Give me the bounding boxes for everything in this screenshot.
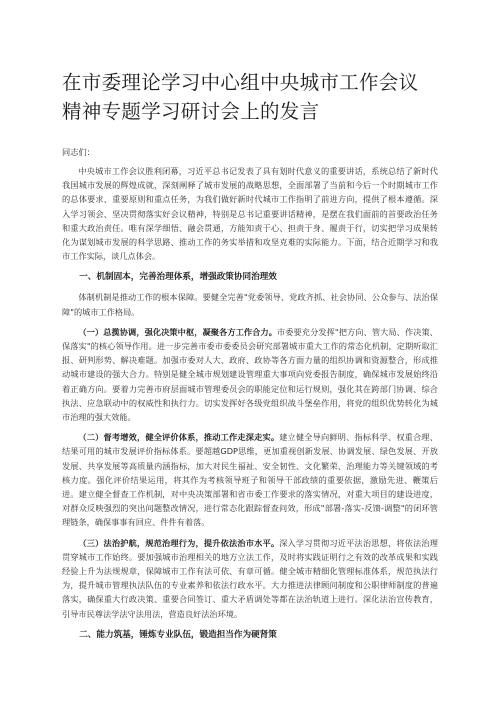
point-1-paragraph [62, 325, 438, 424]
point-1-lead: （一）总揽协调，强化决策中枢，凝聚各方工作合力。 [78, 326, 277, 337]
section-2-heading: 二、能力筑基，锤炼专业队伍，锻造担当作为硬肾策 [79, 629, 277, 640]
point-3-lead: （三）法治护航，规范治理行为，提升依法治市水平。 [78, 537, 280, 548]
point-1-body: 市委要充分发挥"把方向、管大局、作决策、保落实"的核心领导作用。进一步完善市委市委委员会研究部署城市重大工作的常态化机制，定期听取汇报、研判形势、解决难题。加强市委对人大、政府、政协等各方面力量的组织协调和资源整合，形成推动城市建设的强大合力。特别是健全城市规划建设管理重大事项向党委报告制度，确保城市发展始终沿着正确方向。要着力完善市府层面城市管理委员会的职能定位和运行规则，强化其在跨部门协调、综合执法、应急联动中的权威性和执行力。切实发挥好各级党组织战斗堡垒作用，将党的组织优势转化为城市治理的强大效能。 [62, 326, 438, 423]
section-1-heading: 一、机制固本，完善治理体系，增强政策协同治理效 [79, 272, 277, 283]
point-2-paragraph [62, 430, 438, 529]
point-2-lead: （二）督考增效，健全评价体系，推动工作走深走实。 [78, 432, 280, 443]
intro-paragraph: 中央城市工作会议胜利闭幕，习近平总书记发表了具有划时代意义的重要讲话，系统总结了新时代我国城市发展的辉煌成就，深刻阐释了城市发展的战略思想，全面部署了当前和今后一个时期城市工作的总体要求、重要原则和重点任务，为我们做好新时代城市工作指明了前进方向，提供了根本遵循。深入学习领会、坚决贯彻落实好会议精神，特别是总书记重要讲话精神，是摆在我们面前的首要政治任务和重大政治责任。唯有深学细悟、融会贯通，方能知责于心、担责于身、履责于行，切实把学习成果转化为谋划城市发展的科学思路、推动工作的务实举措和攻坚克难的实际能力。下面，结合近期学习和我市工作实际，谈几点体会。 [62, 166, 438, 262]
section-1-intro: 体制机制是推动工作的根本保障。要健全完善"党委领导、党政齐抓、社会协同、公众参与、法治保障"的城市工作格局。 [62, 292, 438, 317]
point-3-body: 深入学习贯彻习近平法治思想，将依法治理贯穿城市工作始终。要加强城市治理相关的地方立法工作，及时将实践证明行之有效的改革成果和实践经验上升为法规规章，保障城市工作有法可依、有章可循。健全城市精细化管理标准体系，规范执法行为，提升城市管理执法队伍的专业素养和依法行政水平。大力推进法律顾问制度和公职律师制度的普遍落实，确保重大行政决策、重要合同签订、重大矛盾调处等都在法治轨道上进行。深化法治宣传教育，引导市民尊法学法守法用法，营造良好法治环境。 [62, 537, 438, 619]
document-title: 在市委理论学习中心组中央城市工作会议精神专题学习研讨会上的发言 [62, 71, 419, 123]
greeting: 同志们： [62, 147, 95, 157]
point-3-paragraph [62, 536, 438, 621]
point-2-body: 建立健全导向鲜明、指标科学、权重合理、结果可用的城市发展评价指标体系。要超越GDP思维，更加重视创新发展、协调发展、绿色发展、开放发展、共享发展等高质量内涵指标，加大对民生福祉、安全韧性、文化繁荣、治理能力等关键领域的考核力度。强化评价结果运用，将其作为考核领导班子和领导干部政绩的重要依据，激励先进、鞭策后进。建立健全督查工作机制，对中央决策部署和省市委工作要求的落实情况，对重大项目的建设进度，对群众反映强烈的突出问题整改情况，进行常态化跟踪督查问效，形成"部署-落实-反馈-调整"的闭环管理链条，确保事事有回应、件件有着落。 [62, 432, 438, 528]
